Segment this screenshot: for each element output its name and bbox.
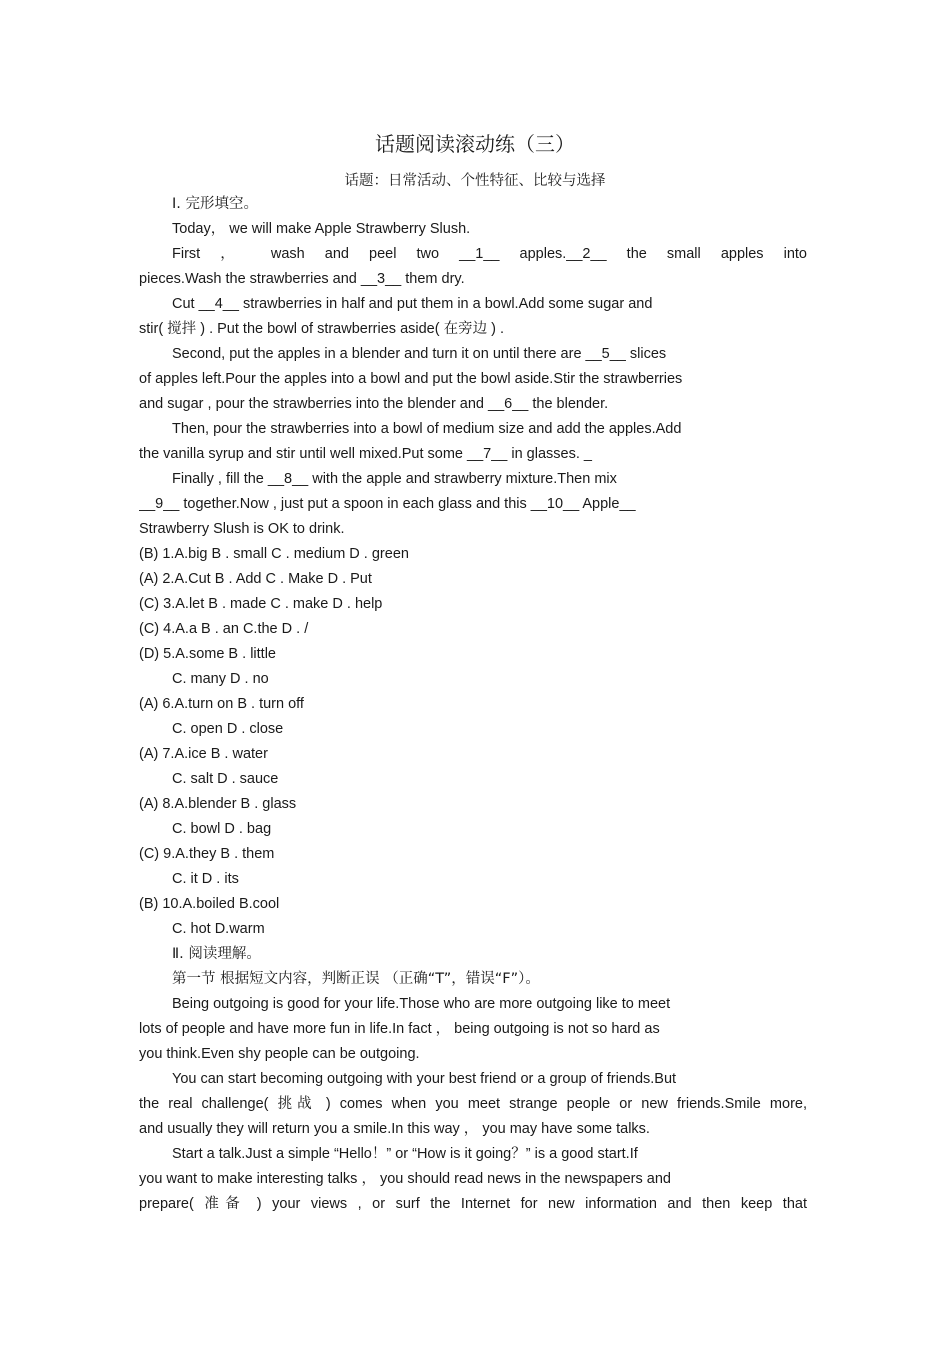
text-line: 第一节 根据短文内容，判断正误 （正确“T”，错误“F”）。 — [172, 971, 540, 987]
text-line: the vanilla syrup and stir until well mixed.Put some __7__ in glasses. _ — [139, 446, 592, 462]
text-line: and sugar , pour the strawberries into the blender and __6__ the blender. — [139, 396, 609, 412]
text-line: Finally , fill the __8__ with the apple and strawberry mixture.Then mix — [172, 471, 617, 487]
text-line: C. hot D.warm — [172, 921, 265, 937]
text-line: (D) 5.A.some B . little — [139, 646, 276, 662]
text-line: (A) 7.A.ice B . water — [139, 746, 268, 762]
text-line: Cut __4__ strawberries in half and put them in a bowl.Add some sugar and — [172, 296, 653, 312]
text-line: of apples left.Pour the apples into a bowl and put the bowl aside.Stir the strawberries — [139, 371, 683, 387]
text-line: C. salt D . sauce — [172, 771, 279, 787]
text-line: you want to make interesting talks ， you should read news in the newspapers and — [139, 1171, 671, 1187]
text-line: Strawberry Slush is OK to drink. — [139, 521, 345, 537]
page-title: 话题阅读滚动练（三） — [375, 132, 575, 156]
text-line: (C) 3.A.let B . made C . make D . help — [139, 596, 383, 612]
text-line: Today， we will make Apple Strawberry Slush. — [172, 221, 471, 237]
text-line: Second, put the apples in a blender and turn it on until there are __5__ slices — [172, 346, 667, 362]
text-line: lots of people and have more fun in life.In fact ， being outgoing is not so hard as — [139, 1021, 660, 1037]
text-line: C. many D . no — [172, 671, 269, 687]
text-line: stir( 搅拌 ) . Put the bowl of strawberries aside( 在旁边 ) . — [139, 321, 505, 337]
text-line: you think.Even shy people can be outgoing. — [139, 1046, 420, 1062]
text-line: (A) 8.A.blender B . glass — [139, 796, 297, 812]
text-line: C. it D . its — [172, 871, 239, 887]
text-line: and usually they will return you a smile.In this way ， you may have some talks. — [139, 1121, 650, 1137]
text-line: __9__ together.Now , just put a spoon in each glass and this __10__ Apple__ — [139, 496, 636, 512]
text-line: pieces.Wash the strawberries and __3__ them dry. — [139, 271, 465, 287]
page-subtitle: 话题：日常活动、个性特征、比较与选择 — [344, 173, 606, 189]
document-body — [139, 192, 807, 1217]
text-line: (A) 2.A.Cut B . Add C . Make D . Put — [139, 571, 372, 587]
text-line: You can start becoming outgoing with your best friend or a group of friends.But — [172, 1071, 677, 1087]
text-line: Then, pour the strawberries into a bowl of medium size and add the apples.Add — [172, 421, 682, 437]
text-line: the real challenge( 挑战 ) comes when you meet strange people or new friends.Smile more, — [139, 1096, 807, 1112]
text-line: Being outgoing is good for your life.Those who are more outgoing like to meet — [172, 996, 671, 1012]
text-line: First ， wash and peel two __1__ apples.__2__ the small apples into — [172, 246, 807, 262]
text-line: C. open D . close — [172, 721, 284, 737]
text-line: (B) 1.A.big B . small C . medium D . green — [139, 546, 409, 562]
text-line: (C) 9.A.they B . them — [139, 846, 275, 862]
text-line: (B) 10.A.boiled B.cool — [139, 896, 280, 912]
text-line: Ⅱ. 阅读理解。 — [172, 946, 261, 962]
text-line: C. bowl D . bag — [172, 821, 272, 837]
text-line: (A) 6.A.turn on B . turn off — [139, 696, 304, 712]
text-line: (C) 4.A.a B . an C.the D . / — [139, 621, 309, 637]
text-line: prepare( 准备 ) your views , or surf the Internet for new information and then keep that — [139, 1196, 807, 1212]
text-line: Start a talk.Just a simple “Hello！” or “How is it going？” is a good start.If — [172, 1146, 638, 1162]
text-line: Ⅰ. 完形填空。 — [172, 196, 258, 212]
